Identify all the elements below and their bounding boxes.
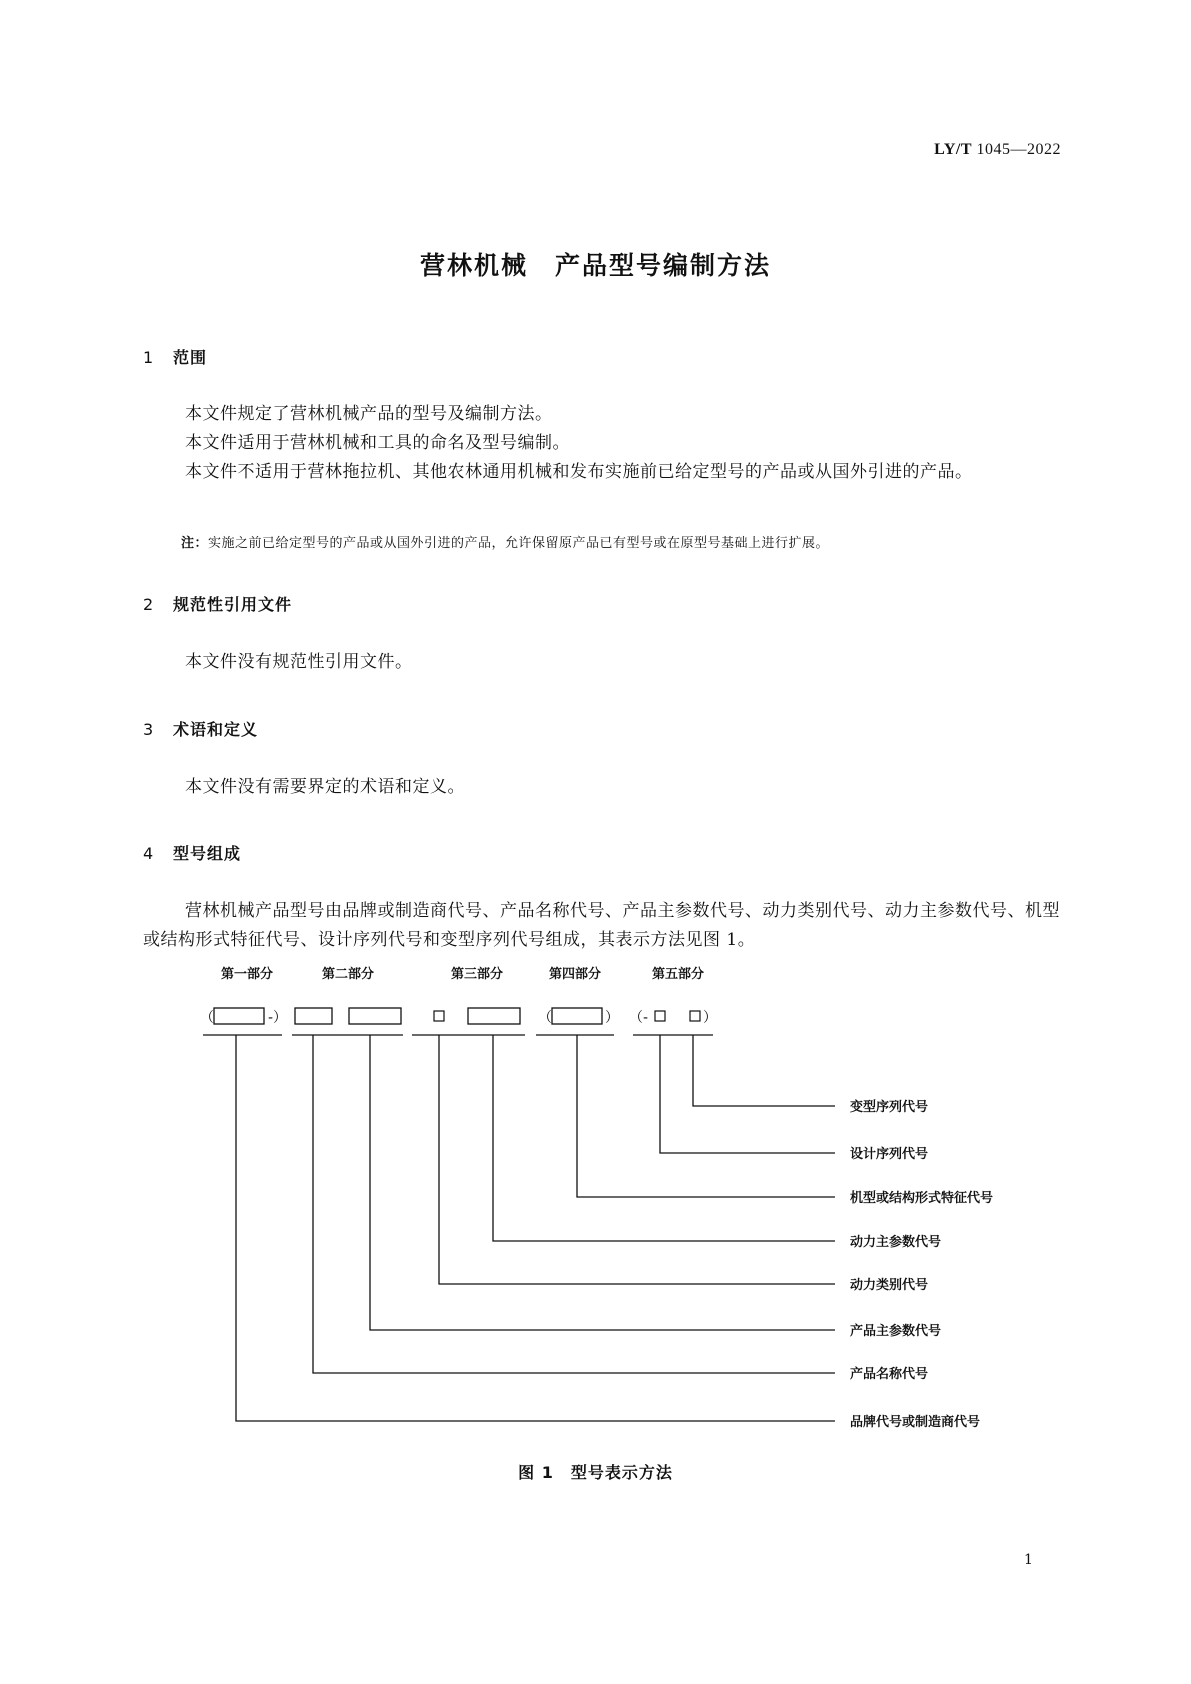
standard-code-prefix: LY/T [934, 141, 972, 158]
connector-design-series [660, 1035, 835, 1153]
section-number: 3 [143, 720, 155, 739]
figure-number: 图 1 [518, 1463, 554, 1482]
section-number: 4 [143, 844, 155, 863]
code-box [468, 1008, 520, 1024]
connector-structure-feature [577, 1035, 835, 1197]
part-1-header: 第一部分 [220, 967, 274, 982]
figure-caption [0, 1460, 1191, 1483]
label-power-parameter-code: 动力主参数代号 [850, 1235, 942, 1250]
part-4-header: 第四部分 [548, 967, 602, 982]
paragraph: 本文件没有规范性引用文件。 [185, 652, 413, 672]
code-box [295, 1008, 332, 1024]
paragraph: 本文件没有需要界定的术语和定义。 [185, 777, 465, 797]
code-box [552, 1008, 602, 1024]
part-5-header: 第五部分 [651, 967, 705, 982]
note-label: 注： [181, 536, 209, 551]
paragraph: 本文件规定了营林机械产品的型号及编制方法。 [185, 404, 553, 424]
paragraph: 营林机械产品型号由品牌或制造商代号、产品名称代号、产品主参数代号、动力类别代号、动力主参数代号、机型或结构形式特征代号、设计序列代号和变型序列代号组成，其表示方法见图 1。 [143, 901, 1060, 950]
close-paren: ） [605, 1010, 619, 1026]
part-2-header: 第二部分 [321, 967, 375, 982]
label-product-parameter-code: 产品主参数代号 [850, 1324, 942, 1339]
label-structure-feature-code: 机型或结构形式特征代号 [850, 1191, 994, 1206]
open-paren: （ [538, 1010, 552, 1026]
code-box [214, 1008, 264, 1024]
connector-product-parameter [370, 1035, 835, 1330]
figure-title: 型号表示方法 [570, 1463, 673, 1482]
label-variant-series-code: 变型序列代号 [850, 1100, 929, 1115]
note-text: 实施之前已给定型号的产品或从国外引进的产品，允许保留原产品已有型号或在原型号基础上进行扩展。 [208, 536, 830, 551]
dash-close-paren: -） [268, 1010, 288, 1026]
document-title: 营林机械 产品型号编制方法 [419, 251, 771, 280]
standard-code-number: 1045—2022 [976, 141, 1061, 158]
paragraph: 本文件不适用于营林拖拉机、其他农林通用机械和发布实施前已给定型号的产品或从国外引进的产品。 [185, 462, 973, 482]
section-title: 术语和定义 [173, 720, 259, 739]
small-code-box [434, 1011, 444, 1021]
label-power-category-code: 动力类别代号 [850, 1278, 929, 1293]
section-number: 2 [143, 595, 155, 614]
small-code-box [655, 1011, 665, 1021]
label-brand-code: 品牌代号或制造商代号 [850, 1415, 981, 1430]
part-3-header: 第三部分 [450, 967, 504, 982]
connectors [236, 1035, 835, 1421]
connector-power-category [439, 1035, 835, 1284]
section-title: 型号组成 [173, 844, 242, 863]
label-product-name-code: 产品名称代号 [850, 1367, 929, 1382]
section-title: 范围 [173, 348, 208, 367]
close-paren: ） [703, 1010, 717, 1026]
section-title: 规范性引用文件 [173, 595, 293, 614]
code-box [349, 1008, 401, 1024]
paragraph: 本文件适用于营林机械和工具的命名及型号编制。 [185, 433, 570, 453]
connector-power-parameter [493, 1035, 835, 1241]
small-code-box [690, 1011, 700, 1021]
page-number: 1 [1024, 1552, 1033, 1568]
open-paren: （ [200, 1010, 214, 1026]
label-design-series-code: 设计序列代号 [850, 1147, 929, 1162]
section-number: 1 [143, 348, 155, 367]
connector-product-name [313, 1035, 835, 1373]
open-paren-dash: （- [629, 1010, 649, 1026]
connector-brand [236, 1035, 835, 1421]
connector-variant-series [693, 1035, 835, 1106]
